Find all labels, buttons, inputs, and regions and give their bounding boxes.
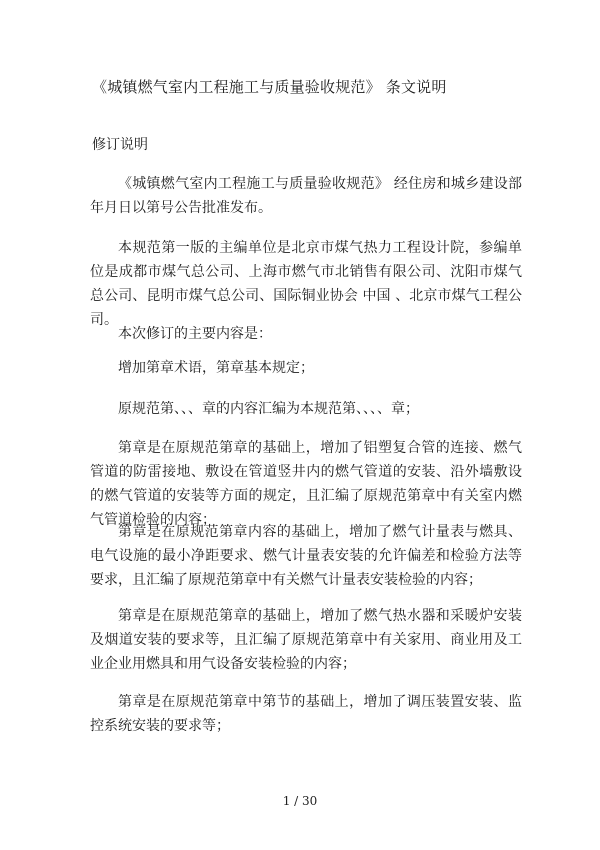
document-title: 《城镇燃气室内工程施工与质量验收规范》 条文说明 [92, 78, 447, 96]
paragraph-revision-item: 第章是在原规范第章内容的基础上，增加了燃气计量表与燃具、电气设施的最小净距要求、燃气计量表安装的允许偏差和检验方法等要求，且汇编了原规范第章中有关燃气计量表安装检验的内容； [90, 524, 522, 588]
paragraph-revision-item: 增加第章术语，第章基本规定； [118, 360, 314, 376]
paragraph-revision-item: 第章是在原规范第章的基础上，增加了铝塑复合管的连接、燃气管道的防雷接地、敷设在管道竖井内的燃气管道的安装、沿外墙敷设的燃气管道的安装等方面的规定，且汇编了原规范第章中有关室内燃气管道检验的内容； [90, 440, 522, 528]
paragraph-revision-item: 原规范第、、、章的内容汇编为本规范第、、、、章； [118, 401, 419, 417]
paragraph-revision-intro: 本次修订的主要内容是： [118, 326, 272, 342]
section-heading: 修订说明 [92, 137, 148, 153]
paragraph-revision-item: 第章是在原规范第章中第节的基础上，增加了调压装置安装、监控系统安装的要求等； [90, 694, 522, 734]
paragraph-editors: 本规范第一版的主编单位是北京市煤气热力工程设计院，参编单位是成都市煤气总公司、上海市燃气市北销售有限公司、沈阳市煤气总公司、昆明市煤气总公司、国际铜业协会 中国 、北京市煤气工程公司。 [90, 240, 522, 328]
paragraph-publication: 《城镇燃气室内工程施工与质量验收规范》 经住房和城乡建设部年月日以第号公告批准发布。 [90, 176, 522, 216]
page-number: 1 / 30 [282, 794, 318, 808]
paragraph-revision-item: 第章是在原规范第章的基础上，增加了燃气热水器和采暖炉安装及烟道安装的要求等，且汇编了原规范第章中有关家用、商业用及工业企业用燃具和用气设备安装检验的内容； [90, 608, 522, 672]
